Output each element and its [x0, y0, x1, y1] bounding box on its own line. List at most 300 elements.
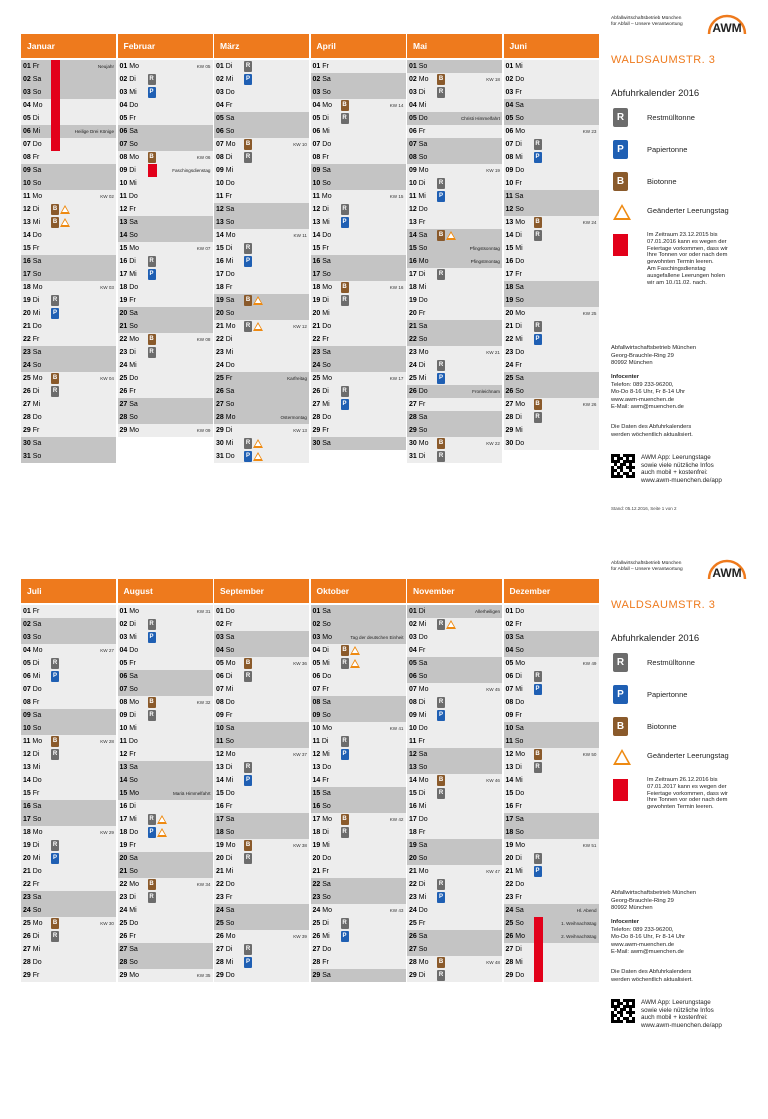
weekday: Fr	[129, 751, 136, 758]
day-label	[216, 424, 232, 437]
day-row	[214, 385, 309, 398]
day-number: 29	[312, 427, 321, 434]
day-label	[120, 930, 136, 943]
weekday: Mi	[129, 816, 137, 823]
day-row	[407, 878, 502, 891]
day-number: 03	[505, 89, 514, 96]
weekday: Sa	[322, 972, 331, 979]
day-label	[120, 956, 138, 969]
weekday: So	[225, 128, 235, 135]
day-row	[407, 359, 502, 372]
day-label	[216, 203, 234, 216]
red-period-note	[647, 777, 767, 811]
weekday: Mi	[32, 946, 41, 953]
weekday: Do	[128, 738, 138, 745]
day-row	[21, 112, 116, 125]
weekday: So	[32, 907, 42, 914]
day-number: 20	[312, 855, 321, 862]
weekday: Sa	[225, 907, 235, 914]
day-label	[409, 60, 427, 73]
day-number: 24	[312, 362, 321, 369]
day-number: 15	[312, 245, 321, 252]
day-row	[214, 722, 309, 735]
day-row	[407, 930, 502, 943]
address-line: 80992 München	[611, 360, 653, 367]
day-row	[214, 125, 309, 138]
bin-icons	[534, 671, 542, 682]
week-number: KW 05	[196, 64, 211, 69]
weekday: Do	[418, 816, 428, 823]
weekday: Sa	[129, 855, 138, 862]
day-number: 10	[23, 725, 31, 732]
day-row	[407, 372, 502, 385]
day-label	[506, 398, 525, 411]
bio-bin-icon: B	[148, 879, 156, 890]
day-label	[216, 294, 234, 307]
weekday: So	[515, 829, 524, 836]
day-number: 14	[505, 777, 514, 784]
day-number: 27	[23, 946, 31, 953]
day-row	[21, 878, 116, 891]
day-number: 26	[216, 388, 224, 395]
day-number: 06	[216, 128, 224, 135]
day-number: 08	[409, 154, 417, 161]
day-label	[120, 99, 139, 112]
day-row	[118, 385, 213, 398]
day-number: 25	[119, 920, 128, 927]
day-number: 28	[505, 959, 514, 966]
day-row	[504, 852, 599, 865]
weekday: Sa	[32, 440, 42, 447]
day-label	[216, 657, 235, 670]
day-row	[21, 787, 116, 800]
weekday: Mi	[32, 764, 41, 771]
weekday: Di	[515, 946, 522, 953]
bin-icons	[437, 438, 445, 449]
day-label	[23, 839, 39, 852]
day-row	[311, 125, 406, 138]
restmuell-bin-icon: R	[341, 295, 349, 306]
holiday-note: Karfreitag	[287, 376, 307, 381]
weekday: Di	[32, 388, 40, 395]
weekday: Fr	[322, 427, 329, 434]
day-row	[118, 86, 213, 99]
restmuell-bin-icon: R	[534, 139, 542, 150]
weekday: So	[418, 673, 428, 680]
weekday: Di	[418, 453, 426, 460]
restmuell-bin-icon: R	[613, 653, 628, 672]
day-label	[313, 878, 331, 891]
changed-period-marker	[534, 917, 543, 930]
day-label	[216, 904, 234, 917]
day-row	[311, 956, 406, 969]
bin-icons	[244, 243, 252, 254]
red-note-line: Am Faschingsdienstag	[647, 265, 706, 272]
weekday: Fr	[129, 297, 136, 304]
day-label	[120, 618, 136, 631]
day-number: 07	[216, 686, 224, 693]
day-number: 01	[409, 608, 417, 615]
day-row	[311, 307, 406, 320]
changed-period-marker	[51, 138, 60, 151]
weekday: Fr	[32, 63, 40, 70]
day-label	[120, 800, 136, 813]
red-note-line: 07.01.2016 kann es wegen der	[647, 238, 727, 245]
day-number: 09	[23, 167, 31, 174]
day-row	[21, 164, 116, 177]
weekday: Mo	[32, 738, 43, 745]
day-row	[214, 294, 309, 307]
day-row	[118, 839, 213, 852]
week-number: KW 21	[486, 350, 500, 355]
weekday: Fr	[322, 336, 329, 343]
weekday: Mo	[225, 323, 236, 330]
day-label	[506, 787, 525, 800]
day-label	[313, 774, 329, 787]
day-row	[407, 891, 502, 904]
app-note-line: AWM App: Leerungstage	[641, 999, 711, 1006]
day-row	[311, 930, 406, 943]
day-row	[504, 320, 599, 333]
day-number: 05	[312, 660, 321, 667]
bin-icons	[341, 931, 349, 942]
day-row	[214, 735, 309, 748]
weekday: Mo	[32, 284, 43, 291]
day-label	[313, 917, 329, 930]
month-header: Dezember	[504, 579, 599, 603]
day-label	[409, 683, 428, 696]
day-row	[214, 670, 309, 683]
papier-bin-icon: P	[148, 269, 156, 280]
day-label	[409, 99, 426, 112]
day-label	[409, 878, 425, 891]
day-row	[118, 722, 213, 735]
day-row	[504, 125, 599, 138]
day-number: 29	[23, 427, 31, 434]
day-number: 06	[505, 673, 514, 680]
day-label	[120, 891, 136, 904]
papier-bin-icon: P	[341, 749, 349, 760]
day-number: 11	[216, 738, 224, 745]
weekday: Sa	[515, 375, 524, 382]
weekday: Di	[322, 297, 329, 304]
day-label	[313, 644, 329, 657]
day-label	[409, 86, 425, 99]
week-number: KW 49	[582, 661, 597, 666]
day-label	[506, 437, 525, 450]
day-number: 20	[216, 310, 224, 317]
day-row	[407, 346, 502, 359]
weekday: Mi	[32, 310, 41, 317]
weekday: Mo	[515, 401, 525, 408]
day-label	[409, 216, 425, 229]
day-number: 07	[505, 686, 514, 693]
day-row	[504, 605, 599, 618]
weekday: Mi	[515, 63, 523, 70]
day-row	[407, 242, 502, 255]
week-number: KW 43	[389, 908, 404, 913]
day-number: 09	[216, 712, 224, 719]
bio-bin-icon: B	[341, 100, 349, 111]
weekday: Fr	[322, 154, 329, 161]
restmuell-bin-icon: R	[534, 762, 542, 773]
weekday: Sa	[225, 297, 235, 304]
day-row	[214, 151, 309, 164]
weekday: Sa	[32, 76, 42, 83]
day-number: 19	[119, 297, 128, 304]
day-label	[120, 60, 139, 73]
papier-bin-icon: P	[613, 685, 628, 704]
weekday: Di	[515, 232, 522, 239]
day-label	[216, 670, 232, 683]
bio-bin-icon: B	[341, 645, 349, 656]
day-row	[214, 333, 309, 346]
weekday: Di	[322, 829, 329, 836]
day-number: 07	[23, 141, 31, 148]
weekday: Do	[129, 375, 139, 382]
day-label	[506, 657, 525, 670]
red-note-line: 07.01.2017 kann es wegen der	[647, 783, 727, 790]
day-row	[21, 891, 116, 904]
week-number: KW 18	[486, 77, 500, 82]
day-number: 03	[119, 634, 128, 641]
day-label	[506, 683, 523, 696]
weekday: Mo	[129, 427, 139, 434]
day-number: 04	[505, 102, 514, 109]
week-number: KW 14	[389, 103, 404, 108]
day-number: 23	[119, 349, 128, 356]
day-number: 31	[23, 453, 31, 460]
day-label	[313, 969, 331, 982]
day-label	[506, 281, 524, 294]
weekday: Mi	[515, 686, 523, 693]
weekday: Sa	[418, 751, 428, 758]
weekday: So	[322, 271, 331, 278]
day-number: 05	[23, 660, 31, 667]
weekday: Mi	[129, 634, 137, 641]
qr-code[interactable]	[611, 454, 637, 480]
day-label	[23, 891, 41, 904]
day-number: 25	[23, 375, 31, 382]
day-label	[120, 657, 136, 670]
day-label	[409, 865, 428, 878]
day-label	[216, 385, 234, 398]
day-number: 14	[216, 777, 224, 784]
weekday: Do	[418, 206, 428, 213]
day-label	[506, 372, 524, 385]
day-number: 01	[312, 63, 321, 70]
day-row	[504, 190, 599, 203]
day-row	[407, 255, 502, 268]
day-number: 01	[119, 608, 128, 615]
day-row	[407, 320, 502, 333]
day-number: 01	[409, 63, 417, 70]
day-label	[409, 424, 427, 437]
bin-icons	[51, 295, 59, 306]
day-number: 17	[119, 271, 128, 278]
day-number: 22	[409, 336, 417, 343]
week-number: KW 39	[293, 934, 307, 939]
day-row	[214, 281, 309, 294]
day-row	[118, 813, 213, 826]
bin-icons	[51, 386, 59, 397]
bio-bin-icon: B	[148, 152, 156, 163]
day-row	[118, 696, 213, 709]
day-row	[407, 60, 502, 73]
day-row	[214, 203, 309, 216]
weekday: Mi	[129, 907, 137, 914]
day-row	[504, 891, 599, 904]
weekday: Fr	[418, 310, 426, 317]
day-number: 06	[216, 673, 224, 680]
restmuell-bin-icon: R	[534, 321, 542, 332]
day-label	[409, 437, 428, 450]
week-number: KW 08	[196, 337, 211, 342]
calendar-sheet	[0, 561, 768, 1119]
day-number: 17	[312, 271, 321, 278]
day-row	[504, 398, 599, 411]
day-row	[118, 904, 213, 917]
day-row	[311, 670, 406, 683]
day-row	[311, 878, 406, 891]
bin-icons	[244, 74, 252, 85]
day-row	[311, 242, 406, 255]
week-number: KW 22	[486, 441, 500, 446]
bin-icons	[341, 827, 349, 838]
weekday: Mo	[322, 375, 332, 382]
weekday: Fr	[225, 284, 233, 291]
day-label	[313, 190, 332, 203]
day-number: 27	[119, 401, 128, 408]
weekday: Fr	[515, 803, 522, 810]
day-row	[504, 86, 599, 99]
day-label	[409, 969, 425, 982]
weekday: Di	[129, 712, 136, 719]
day-row	[214, 112, 309, 125]
bin-icons	[437, 178, 445, 189]
bin-icons	[148, 697, 156, 708]
restmuell-bin-icon: R	[534, 412, 542, 423]
week-number: KW 31	[196, 609, 211, 614]
day-number: 23	[409, 894, 417, 901]
legend-label: Restmülltonne	[647, 113, 695, 122]
weekday: Mi	[32, 219, 41, 226]
bin-icons	[437, 892, 445, 903]
day-row	[214, 878, 309, 891]
day-row	[118, 216, 213, 229]
day-row	[407, 839, 502, 852]
weekday: Mo	[515, 660, 525, 667]
holiday-note: Ostermontag	[280, 415, 307, 420]
day-label	[409, 956, 428, 969]
holiday-note: Neujahr	[97, 64, 114, 69]
day-number: 24	[505, 907, 514, 914]
papier-bin-icon: P	[244, 256, 252, 267]
day-label	[506, 333, 523, 346]
bin-icons	[244, 139, 252, 150]
day-number: 03	[216, 634, 224, 641]
day-label	[313, 735, 329, 748]
day-label	[409, 670, 427, 683]
day-row	[504, 385, 599, 398]
day-row	[118, 138, 213, 151]
day-row	[311, 644, 406, 657]
day-label	[120, 878, 139, 891]
day-number: 04	[23, 102, 31, 109]
day-row	[118, 618, 213, 631]
day-number: 12	[312, 751, 321, 758]
bin-icons	[534, 762, 542, 773]
day-label	[313, 138, 332, 151]
day-number: 23	[505, 894, 514, 901]
day-label	[216, 307, 234, 320]
day-label	[216, 813, 234, 826]
weekday: Do	[225, 453, 235, 460]
day-label	[409, 644, 425, 657]
weekday: Mi	[515, 427, 523, 434]
warning-icon	[157, 815, 167, 824]
day-number: 08	[216, 699, 224, 706]
day-number: 23	[23, 349, 31, 356]
bin-icons	[244, 321, 263, 332]
day-row	[118, 411, 213, 424]
day-row	[504, 229, 599, 242]
day-number: 16	[216, 258, 224, 265]
calendar-sheet	[0, 16, 768, 574]
weekday: So	[322, 621, 331, 628]
weekday: Sa	[322, 258, 331, 265]
day-number: 19	[409, 297, 417, 304]
day-label	[216, 787, 235, 800]
day-label	[409, 411, 427, 424]
day-label	[409, 904, 428, 917]
day-row	[118, 359, 213, 372]
day-label	[313, 333, 329, 346]
weekday: Do	[32, 141, 42, 148]
day-label	[506, 99, 524, 112]
restmuell-bin-icon: R	[51, 386, 59, 397]
day-row	[118, 125, 213, 138]
day-row	[311, 385, 406, 398]
restmuell-bin-icon: R	[534, 230, 542, 241]
weekday: Sa	[418, 933, 428, 940]
day-number: 13	[23, 764, 31, 771]
day-row	[21, 865, 116, 878]
qr-code[interactable]	[611, 999, 637, 1025]
bin-icons	[341, 204, 349, 215]
day-label	[313, 865, 329, 878]
changed-period-marker	[534, 956, 543, 969]
week-number: KW 06	[196, 155, 211, 160]
weekday: Fr	[32, 154, 40, 161]
day-row	[21, 800, 116, 813]
day-label	[120, 138, 138, 151]
weekday: Do	[515, 790, 525, 797]
address-line: Georg-Brauchle-Ring 29	[611, 352, 674, 359]
address-line: 80992 München	[611, 905, 653, 912]
weekday: Di	[129, 258, 136, 265]
day-row	[118, 605, 213, 618]
day-label	[313, 657, 330, 670]
weekday: Mo	[32, 920, 43, 927]
weekday: Di	[225, 245, 233, 252]
day-row	[118, 852, 213, 865]
day-number: 16	[409, 258, 417, 265]
day-row	[504, 346, 599, 359]
papier-bin-icon: P	[244, 775, 252, 786]
bio-bin-icon: B	[51, 918, 59, 929]
red-note-line: gewohnten Termin leeren.	[647, 804, 714, 811]
